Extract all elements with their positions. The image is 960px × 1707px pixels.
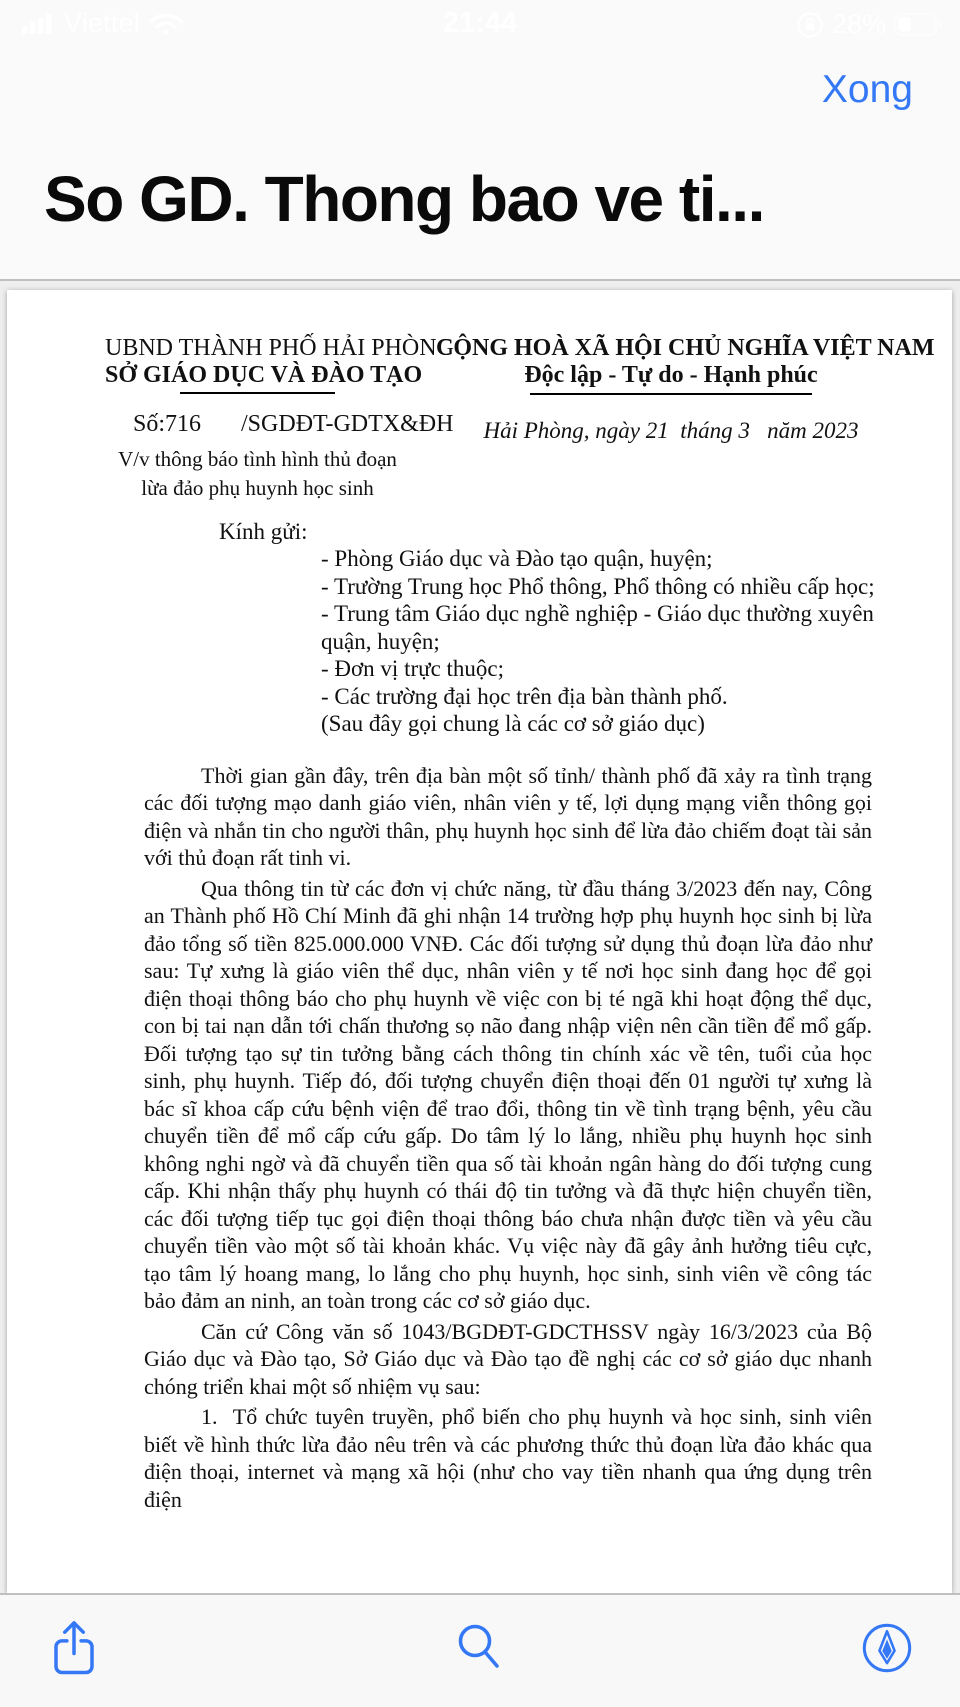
paragraph: Căn cứ Công văn số 1043/BGDĐT-GDCTHSSV ngày 16/3/2023 của Bộ Giáo dục và Đào tạo, Sở Giáo dục và Đào tạo đề nghị các cơ sở giáo dục nhanh chóng triển khai một số nhiệm vụ sau: [144,1318,872,1399]
recipient-item: - Các trường đại học trên địa bàn thành phố. [321,683,728,709]
paragraph: Qua thông tin từ các đơn vị chức năng, từ đầu tháng 3/2023 đến nay, Công an Thành phố Hồ Chí Minh đã ghi nhận 14 trường hợp phụ huynh học sinh bị lừa đảo tổng số tiền 825.000.000 VNĐ. Các đối tượng sử dụng thủ đoạn lừa đảo như sau: Tự xưng là giáo viên thể dục, nhân viên y tế nơi học sinh đang học để gọi điện thoại thông báo cho phụ huynh về việc con bị té ngã khi hoạt động thể dục, con bị tai nạn dẫn tới chấn thương sọ não đang nhập viện nên cần tiền để mổ gấp. Đối tượng tạo sự tin tưởng bằng cách thông tin chính xác về tên, tuổi của học sinh, phụ huynh. Tiếp đó, đối tượng chuyển điện thoại đến 01 người tự xưng là bác sĩ khoa cấp cứu bệnh viện để trao đổi, thông tin về tình trạng bệnh, yêu cầu chuyển tiền để mổ cấp cứu gấp. Do tâm lý lo lắng, nhiều phụ huynh học sinh không nghi ngờ và đã chuyển tiền qua số tài khoản ngân hàng do đối tượng cung cấp. Khi nhận thấy phụ huynh có thái độ tin tưởng và đã thực hiện chuyển tiền, các đối tượng tiếp tục gọi điện thoại thông báo chưa nhận được tiền và yêu cầu chuyển tiền vào một số tài khoản khác. Vụ việc này đã gây ảnh hưởng tiêu cực, tạo tâm lý hoang mang, lo lắng cho phụ huynh, học sinh, sinh viên về công tác bảo đảm an ninh, an toàn trong các cơ sở giáo dục. [144,875,872,1313]
issuer-block [105,335,454,501]
battery-percent: 28% [831,9,886,39]
done-button[interactable]: Xong [821,68,913,111]
document-title: So GD. Thong bao ve ti... [44,163,764,235]
recipient-item: - Trường Trung học Phổ thông, Phổ thông có nhiều cấp học; [321,573,875,599]
country-line: CỘNG HOÀ XÃ HỘI CHỦ NGHĨA VIỆT NAM [436,335,935,361]
document-page [7,290,952,1593]
issuer-authority: UBND THÀNH PHỐ HẢI PHÒNG [105,335,454,361]
place-date-line: Hải Phòng, ngày 21 tháng 3 năm 2023 [483,418,859,443]
search-button[interactable] [453,1621,505,1675]
wifi-icon [148,11,184,37]
national-header-block [436,335,935,501]
recipients-note: (Sau đây gọi chung là các cơ sở giáo dục) [321,711,705,736]
paragraph: Thời gian gần đây, trên địa bàn một số tỉnh/ thành phố đã xảy ra tình trạng các đối tượng mạo danh giáo viên, nhân viên y tế, lợi dụng mạng viễn thông gọi điện và nhắn tin cho người thân, phụ huynh học sinh để lừa đảo chiếm đoạt tài sản với thủ đoạn rất tinh vi. [144,762,872,870]
markup-button[interactable] [860,1621,914,1675]
document-body [144,762,872,1514]
document-header [7,290,952,501]
search-icon [453,1621,505,1675]
status-time: 21:44 [442,7,518,39]
recipient-list [321,545,883,738]
recipient-item: - Trung tâm Giáo dục nghề nghiệp - Giáo dục thường xuyên quận, huyện; [321,601,874,654]
reference-code: /SGDĐT-GDTX&ĐH [241,411,454,437]
bottom-toolbar [0,1593,960,1707]
battery-icon [894,11,942,38]
status-left [22,8,184,39]
document-viewport[interactable] [0,283,960,1593]
markup-icon [860,1621,914,1675]
salutation: Kính gửi: [219,519,308,544]
subject-line-2: lừa đảo phụ huynh học sinh [141,476,374,500]
top-chrome [0,0,960,281]
share-button[interactable] [50,1619,98,1677]
reference-number: Số:716 [133,411,202,437]
carrier-label: Viettel [64,8,140,38]
share-icon [50,1619,98,1677]
signal-bars-icon [22,12,56,36]
issuer-department: SỞ GIÁO DỤC VÀ ĐÀO TẠO [105,362,410,394]
recipient-item: - Phòng Giáo dục và Đào tạo quận, huyện; [321,546,713,571]
rotation-lock-icon [796,11,824,39]
status-right [796,9,942,40]
recipient-item: - Đơn vị trực thuộc; [321,656,505,681]
reference-row [105,411,454,438]
paragraph-numbered-1: 1. Tổ chức tuyên truyền, phổ biến cho phụ huynh và học sinh, sinh viên biết về hình thức lừa đảo nêu trên và các phương thức thủ đoạn lừa đảo khác qua điện thoại, internet và mạng xã hội (như cho vay tiền nhanh qua ứng dụng trên điện [144,1404,872,1512]
status-bar [0,6,960,46]
motto-line: Độc lập - Tự do - Hạnh phúc [436,362,906,395]
subject-line-1: V/v thông báo tình hình thủ đoạn [118,447,397,471]
